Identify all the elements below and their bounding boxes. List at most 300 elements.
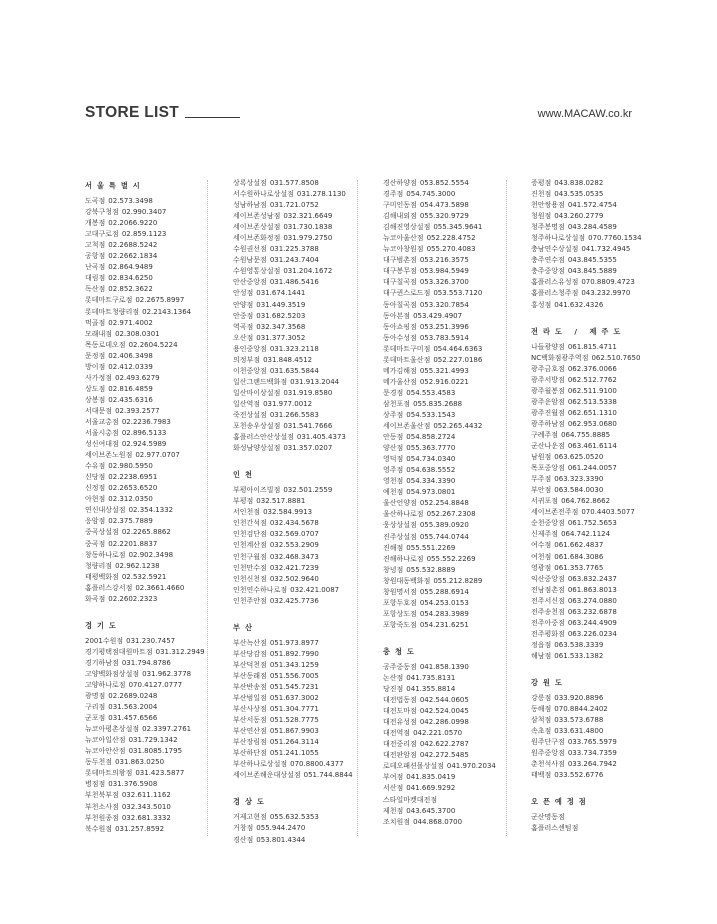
store-name: 태백점 bbox=[531, 771, 552, 780]
store-phone: 02.834.6250 bbox=[108, 274, 153, 283]
store-name: 부천북부점 bbox=[85, 791, 119, 800]
store-entry bbox=[233, 377, 363, 388]
store-entry bbox=[383, 609, 513, 620]
store-name: 세이브존상설점 bbox=[233, 223, 281, 232]
store-phone: 031.8085.1795 bbox=[128, 747, 183, 756]
store-phone: 02.852.3622 bbox=[108, 285, 153, 294]
store-entry bbox=[531, 737, 661, 748]
store-entry bbox=[531, 507, 661, 518]
store-name: 군산나운점 bbox=[531, 442, 565, 451]
store-entry bbox=[531, 812, 661, 823]
store-name: 목동로데오점 bbox=[85, 340, 126, 349]
store-name: 창동하나로점 bbox=[85, 550, 126, 559]
store-name: 부산덕천점 bbox=[233, 660, 267, 669]
store-phone: 061.684.3086 bbox=[554, 552, 604, 561]
store-name: 메가울산점 bbox=[383, 377, 417, 386]
store-phone: 02.962.1238 bbox=[115, 561, 160, 570]
store-phone: 032.502.9640 bbox=[269, 574, 319, 583]
region-heading: 인천 bbox=[233, 470, 257, 480]
store-entry bbox=[85, 527, 215, 538]
store-phone: 031.635.5844 bbox=[269, 366, 319, 375]
store-entry bbox=[233, 222, 363, 233]
store-entry bbox=[85, 539, 215, 550]
region-section bbox=[233, 178, 363, 454]
store-name: 롯데마트구로점 bbox=[85, 296, 133, 305]
store-name: 부산범일점 bbox=[233, 694, 267, 703]
store-phone: 051.241.1055 bbox=[269, 749, 319, 758]
store-phone: 062.512.7762 bbox=[567, 375, 617, 384]
store-phone: 02.375.7889 bbox=[108, 517, 153, 526]
store-name: 세이브존전주점 bbox=[531, 508, 579, 517]
store-name: 부천소사점 bbox=[85, 802, 119, 811]
store-entry bbox=[383, 772, 513, 783]
store-entry bbox=[85, 284, 215, 295]
store-phone: 032.347.3568 bbox=[256, 322, 306, 331]
store-phone: 054.745.3000 bbox=[406, 190, 456, 199]
store-name: 뉴코아울산점 bbox=[383, 234, 424, 243]
store-phone: 054.473.5898 bbox=[419, 201, 469, 210]
store-phone: 02.2689.0248 bbox=[108, 692, 158, 701]
region-section bbox=[85, 620, 215, 835]
store-phone: 041.732.4945 bbox=[581, 245, 631, 254]
store-name: 청원점 bbox=[531, 212, 552, 221]
store-entry bbox=[85, 505, 215, 516]
store-phone: 02.924.5989 bbox=[121, 440, 167, 449]
store-entry bbox=[233, 233, 363, 244]
store-entry bbox=[85, 735, 215, 746]
store-phone: 031.266.5583 bbox=[269, 410, 319, 419]
store-name: 독산점 bbox=[85, 285, 106, 294]
store-name: 경산점 bbox=[233, 835, 254, 844]
store-entry bbox=[233, 507, 363, 518]
store-name: 대구퀸스로드점 bbox=[383, 289, 431, 298]
store-entry bbox=[531, 552, 661, 563]
store-entry bbox=[383, 211, 513, 222]
store-entry bbox=[233, 322, 363, 333]
store-name: 부산하나로상설점 bbox=[233, 760, 288, 769]
store-entry bbox=[85, 702, 215, 713]
store-name: 개봉점 bbox=[85, 219, 106, 228]
store-phone: 064.762.8662 bbox=[561, 497, 611, 506]
store-entry bbox=[233, 288, 363, 299]
store-phone: 02.406.3498 bbox=[108, 351, 153, 360]
store-phone: 031.312.2949 bbox=[155, 647, 205, 656]
store-name: 광주서방점 bbox=[531, 375, 565, 384]
store-name: 일산마이상설점 bbox=[233, 388, 281, 397]
store-entry bbox=[383, 476, 513, 487]
store-phone: 031.423.5877 bbox=[135, 769, 185, 778]
store-phone: 070.4127.0777 bbox=[128, 681, 183, 690]
store-entry bbox=[233, 835, 363, 846]
store-name: 군포점 bbox=[85, 714, 106, 723]
store-phone: 063.832.2437 bbox=[567, 574, 617, 583]
store-entry bbox=[85, 594, 215, 605]
region-heading: 경기도 bbox=[85, 620, 121, 630]
store-name: 응암점 bbox=[85, 517, 106, 526]
store-phone: 031.278.1130 bbox=[296, 190, 346, 199]
store-phone: 062.513.5338 bbox=[567, 397, 617, 406]
region-section bbox=[85, 180, 215, 605]
store-name: 부산동래점 bbox=[233, 671, 267, 680]
store-entry bbox=[531, 596, 661, 607]
store-entry bbox=[233, 344, 363, 355]
store-entry bbox=[85, 196, 215, 207]
store-phone: 061.815.4711 bbox=[567, 342, 617, 351]
store-phone: 041.970.2034 bbox=[446, 762, 496, 771]
store-phone: 042.622.2787 bbox=[419, 740, 469, 749]
store-entry bbox=[531, 704, 661, 715]
store-name: 충남연수상설점 bbox=[531, 245, 579, 254]
store-entry bbox=[233, 518, 363, 529]
store-entry bbox=[531, 211, 661, 222]
store-name: 세이브존해운대상설점 bbox=[233, 771, 301, 780]
store-phone: 031.577.8508 bbox=[269, 179, 319, 187]
store-entry bbox=[233, 211, 363, 222]
store-name: 대구봉무점 bbox=[383, 267, 417, 276]
store-phone: 02.859.1123 bbox=[121, 230, 167, 239]
store-entry bbox=[531, 189, 661, 200]
store-name: 청주하나로상설점 bbox=[531, 234, 586, 243]
store-name: 서울시총점 bbox=[85, 429, 119, 438]
store-entry bbox=[531, 342, 661, 353]
store-name: 진해하나로점 bbox=[383, 554, 424, 563]
store-phone: 031.204.1672 bbox=[283, 267, 333, 276]
store-entry bbox=[383, 783, 513, 794]
store-phone: 032.421.0087 bbox=[290, 585, 340, 594]
store-name: 신당점 bbox=[85, 473, 106, 482]
store-entry bbox=[383, 311, 513, 322]
store-name: 홈플러스강서점 bbox=[85, 583, 133, 592]
store-phone: 055.288.6914 bbox=[419, 587, 469, 596]
store-phone: 053.326.3700 bbox=[419, 278, 469, 287]
store-phone: 032.343.5010 bbox=[121, 802, 171, 811]
store-name: 병점점 bbox=[85, 780, 106, 789]
store-name: 죽전상설점 bbox=[233, 410, 267, 419]
store-name: 중곡점 bbox=[85, 539, 106, 548]
store-phone: 061.244.0057 bbox=[567, 464, 617, 473]
store-phone: 033.765.5979 bbox=[567, 738, 617, 747]
store-phone: 053.216.3575 bbox=[419, 256, 469, 265]
store-entry bbox=[383, 333, 513, 344]
store-phone: 055.744.0744 bbox=[419, 532, 469, 541]
store-entry bbox=[233, 333, 363, 344]
store-name: 영광점 bbox=[531, 563, 552, 572]
store-name: 스타일마켓대전점 bbox=[383, 795, 438, 804]
store-phone: 02.2238.6951 bbox=[108, 473, 158, 482]
region-section bbox=[233, 469, 363, 607]
store-name: 서울교총점 bbox=[85, 417, 119, 426]
region-heading: 충청도 bbox=[383, 646, 419, 656]
store-phone: 051.973.8977 bbox=[269, 638, 319, 647]
store-phone: 052.267.2308 bbox=[426, 510, 476, 519]
store-phone: 031.243.7404 bbox=[269, 256, 319, 265]
store-name: 서수원하나로상설점 bbox=[233, 190, 294, 199]
store-phone: 051.528.7775 bbox=[269, 716, 319, 725]
store-name: 로데오패션몰상설점 bbox=[383, 762, 444, 771]
store-name: 인천구월점 bbox=[233, 552, 267, 561]
store-phone: 032.517.8881 bbox=[256, 497, 306, 506]
store-phone: 051.545.7231 bbox=[269, 682, 319, 691]
store-entry bbox=[531, 277, 661, 288]
store-entry bbox=[233, 704, 363, 715]
store-phone: 041.632.4326 bbox=[554, 300, 604, 309]
store-phone: 02.977.0707 bbox=[135, 451, 180, 460]
store-name: 인천주안점 bbox=[233, 596, 267, 605]
store-phone: 031.541.7666 bbox=[283, 422, 333, 431]
store-phone: 041.669.9292 bbox=[406, 784, 456, 793]
store-name: 전주서신점 bbox=[531, 596, 565, 605]
store-entry bbox=[85, 669, 215, 680]
store-entry bbox=[85, 240, 215, 251]
store-name: 부산사상점 bbox=[233, 705, 267, 714]
store-name: 청량리점 bbox=[85, 561, 113, 570]
store-name: 광주진월점 bbox=[531, 408, 565, 417]
store-phone: 041.572.4754 bbox=[567, 201, 617, 210]
store-phone: 042.286.0998 bbox=[419, 718, 469, 727]
store-phone: 031.323.2118 bbox=[269, 344, 319, 353]
store-name: 대전판암점 bbox=[383, 751, 417, 760]
store-entry bbox=[531, 463, 661, 474]
store-entry bbox=[233, 485, 363, 496]
store-entry bbox=[531, 300, 661, 311]
store-name: 포항죽도점 bbox=[383, 620, 417, 629]
store-entry bbox=[233, 693, 363, 704]
store-phone: 02.308.0301 bbox=[115, 329, 160, 338]
store-phone: 063.226.0234 bbox=[567, 629, 617, 638]
store-name: 상록상설점 bbox=[233, 179, 267, 187]
store-name: 고대구로점 bbox=[85, 230, 119, 239]
store-name: 성남하남점 bbox=[233, 201, 267, 210]
store-phone: 061.353.7765 bbox=[554, 563, 604, 572]
store-phone: 055.551.2269 bbox=[406, 543, 456, 552]
store-phone: 032.425.7736 bbox=[269, 596, 319, 605]
region-section bbox=[383, 646, 513, 828]
store-phone: 062.376.0066 bbox=[567, 364, 617, 373]
store-entry bbox=[383, 554, 513, 565]
store-name: 증평점 bbox=[531, 179, 552, 187]
store-entry bbox=[233, 529, 363, 540]
store-entry bbox=[531, 585, 661, 596]
store-name: 태평백화점 bbox=[85, 572, 119, 581]
store-name: 인천신천점 bbox=[233, 574, 267, 583]
store-name: 경산하양점 bbox=[383, 179, 417, 187]
store-name: 난곡점 bbox=[85, 263, 106, 272]
store-name: 서대문점 bbox=[85, 406, 113, 415]
store-entry bbox=[233, 574, 363, 585]
store-name: 홈플러스센텀점 bbox=[531, 824, 579, 833]
store-phone: 033.734.7359 bbox=[567, 749, 617, 758]
store-phone: 031.449.3519 bbox=[256, 300, 306, 309]
store-phone: 031.919.8580 bbox=[283, 388, 333, 397]
store-entry bbox=[233, 726, 363, 737]
store-phone: 054.858.2724 bbox=[406, 433, 456, 442]
store-name: 춘천석사점 bbox=[531, 760, 565, 769]
store-phone: 062.511.9100 bbox=[567, 386, 617, 395]
store-entry bbox=[85, 494, 215, 505]
store-name: 부산하단점 bbox=[233, 749, 267, 758]
store-entry bbox=[233, 189, 363, 200]
store-entry bbox=[383, 410, 513, 421]
store-name: 구리점 bbox=[85, 703, 106, 712]
store-entry bbox=[233, 596, 363, 607]
store-phone: 02.493.6279 bbox=[115, 373, 160, 382]
store-phone: 042.524.0045 bbox=[419, 707, 469, 716]
store-entry bbox=[531, 693, 661, 704]
store-entry bbox=[531, 178, 661, 189]
store-entry bbox=[383, 255, 513, 266]
store-entry bbox=[383, 598, 513, 609]
store-phone: 070.8800.4377 bbox=[290, 760, 344, 769]
store-entry bbox=[233, 552, 363, 563]
store-phone: 062.651.1310 bbox=[567, 408, 617, 417]
store-phone: 02.532.5921 bbox=[121, 572, 167, 581]
store-phone: 054.973.0801 bbox=[406, 488, 456, 497]
store-name: 일산그랜드백화점 bbox=[233, 377, 288, 386]
store-phone: 054.283.3989 bbox=[419, 609, 469, 618]
store-entry bbox=[85, 713, 215, 724]
store-entry bbox=[85, 428, 215, 439]
store-entry bbox=[531, 266, 661, 277]
store-name: 세이브존성남점 bbox=[233, 212, 281, 221]
store-phone: 02.864.9489 bbox=[108, 263, 153, 272]
store-name: 광주운암점 bbox=[531, 397, 565, 406]
store-name: 수원영통상설점 bbox=[233, 267, 281, 276]
store-phone: 063.461.6114 bbox=[567, 442, 617, 451]
store-name: 부산연산점 bbox=[233, 727, 267, 736]
store-phone: 063.244.4909 bbox=[567, 618, 617, 627]
store-name: 수원남문점 bbox=[233, 256, 267, 265]
store-entry bbox=[383, 432, 513, 443]
store-phone: 061.662.4837 bbox=[554, 541, 604, 550]
store-name: 경기하남점 bbox=[85, 658, 119, 667]
store-entry bbox=[85, 790, 215, 801]
store-entry bbox=[85, 295, 215, 306]
store-entry bbox=[85, 647, 215, 658]
store-phone: 02.435.6316 bbox=[108, 395, 153, 404]
store-phone: 031.457.6566 bbox=[108, 714, 158, 723]
store-name: 서귀포점 bbox=[531, 497, 559, 506]
store-phone: 032.468.3473 bbox=[269, 552, 319, 561]
store-entry bbox=[383, 498, 513, 509]
store-name: 대전역점 bbox=[383, 729, 411, 738]
store-entry bbox=[85, 384, 215, 395]
store-name: 인천만수점 bbox=[233, 563, 267, 572]
store-entry bbox=[85, 439, 215, 450]
store-phone: 055.212.8289 bbox=[433, 576, 483, 585]
store-name: 도곡점 bbox=[85, 197, 106, 206]
store-phone: 053.984.5949 bbox=[419, 267, 469, 276]
store-entry bbox=[531, 353, 661, 364]
store-name: 인천검단점 bbox=[233, 530, 267, 539]
store-entry bbox=[383, 322, 513, 333]
store-phone: 02.3397.2761 bbox=[142, 725, 192, 734]
store-name: 롯데마트구미점 bbox=[383, 344, 431, 353]
store-name: 광주금호점 bbox=[531, 364, 565, 373]
store-name: 양산점 bbox=[383, 444, 404, 453]
store-phone: 032.611.1162 bbox=[121, 791, 171, 800]
store-entry bbox=[233, 355, 363, 366]
store-entry bbox=[233, 770, 363, 781]
store-name: 일산역점 bbox=[233, 399, 261, 408]
store-name: 충주연수점 bbox=[531, 256, 565, 265]
store-phone: 02.971.4002 bbox=[108, 318, 153, 327]
store-entry bbox=[233, 496, 363, 507]
store-phone: 055.632.5353 bbox=[269, 813, 319, 822]
store-phone: 064.742.1124 bbox=[561, 530, 611, 539]
store-phone: 031.794.8786 bbox=[121, 658, 171, 667]
store-name: 강북구청점 bbox=[85, 208, 119, 217]
store-phone: 02.2143.1364 bbox=[142, 307, 192, 316]
store-entry bbox=[85, 561, 215, 572]
store-name: 전남점촌점 bbox=[531, 585, 565, 594]
region-heading: 부산 bbox=[233, 622, 257, 632]
store-entry bbox=[383, 277, 513, 288]
page-title-text: STORE LIST bbox=[85, 104, 180, 121]
store-phone: 02.2066.9220 bbox=[108, 219, 158, 228]
store-entry bbox=[531, 200, 661, 211]
store-name: 공항점 bbox=[85, 252, 106, 261]
store-entry bbox=[233, 759, 363, 770]
store-entry bbox=[383, 200, 513, 211]
store-entry bbox=[531, 715, 661, 726]
store-name: 북수원점 bbox=[85, 824, 113, 833]
page-title bbox=[85, 104, 240, 122]
store-entry bbox=[85, 207, 215, 218]
store-entry bbox=[233, 366, 363, 377]
store-entry bbox=[233, 660, 363, 671]
store-name: 충주중앙점 bbox=[531, 267, 565, 276]
store-entry bbox=[233, 563, 363, 574]
store-phone: 02.2675.8997 bbox=[135, 296, 185, 305]
store-phone: 02.2604.5224 bbox=[128, 340, 178, 349]
store-phone: 070.8844.2402 bbox=[554, 705, 608, 714]
store-name: 조치원점 bbox=[383, 817, 411, 826]
store-name: 포천송우상설점 bbox=[233, 422, 281, 431]
store-name: 익산중앙점 bbox=[531, 574, 565, 583]
store-name: 서산점 bbox=[383, 784, 404, 793]
store-entry bbox=[233, 682, 363, 693]
store-entry bbox=[233, 399, 363, 410]
store-name: 사가정점 bbox=[85, 373, 113, 382]
store-phone: 02.2201.8837 bbox=[108, 539, 158, 548]
store-name: 동아수성점 bbox=[383, 333, 417, 342]
store-name: 영주점 bbox=[383, 466, 404, 475]
region-section bbox=[233, 622, 363, 782]
store-name: 창원명서점 bbox=[383, 587, 417, 596]
website-url: www.MACAW.co.kr bbox=[537, 108, 632, 120]
store-name: 창원대동백화점 bbox=[383, 576, 431, 585]
store-entry bbox=[383, 520, 513, 531]
store-phone: 043.260.2779 bbox=[554, 212, 604, 221]
store-phone: 051.304.7771 bbox=[269, 705, 319, 714]
store-phone: 042.272.5485 bbox=[419, 751, 469, 760]
store-name: 세이브존화정점 bbox=[233, 234, 281, 243]
store-phone: 051.637.3002 bbox=[269, 694, 319, 703]
store-entry bbox=[85, 472, 215, 483]
store-name: 고척점 bbox=[85, 241, 106, 250]
store-entry bbox=[383, 565, 513, 576]
store-name: 세이브존울산점 bbox=[383, 422, 431, 431]
store-name: 원주단구점 bbox=[531, 738, 565, 747]
store-entry bbox=[233, 585, 363, 596]
store-column-3 bbox=[383, 178, 513, 843]
store-phone: 053.801.4344 bbox=[256, 835, 306, 844]
store-name: 뉴코아평촌상설점 bbox=[85, 725, 140, 734]
store-entry bbox=[85, 813, 215, 824]
store-name: 동두천점 bbox=[85, 758, 113, 767]
store-name: 롯데마트청량리점 bbox=[85, 307, 140, 316]
store-entry bbox=[233, 812, 363, 823]
